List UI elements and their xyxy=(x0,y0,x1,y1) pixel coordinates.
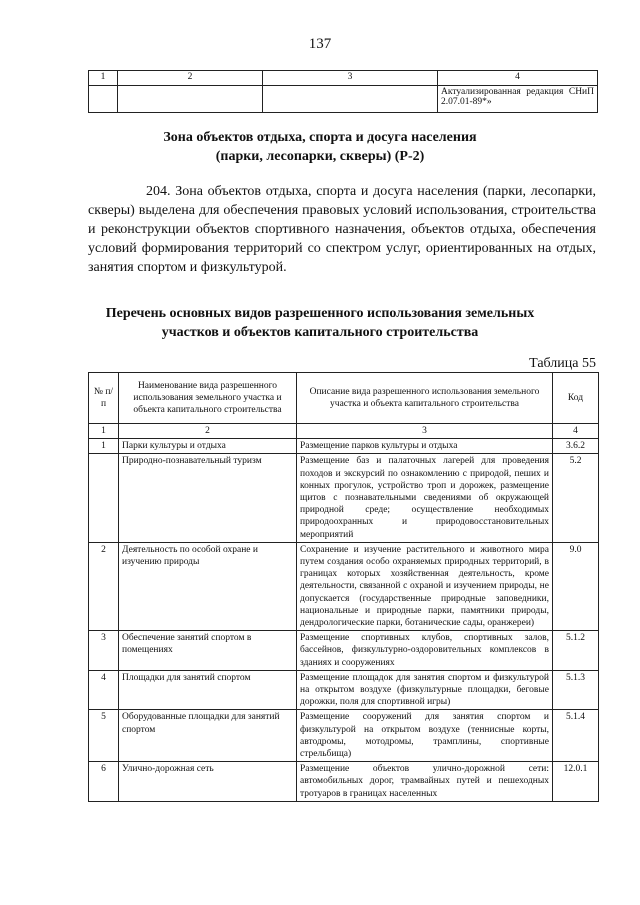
row-desc: Размещение площадок для занятия спортом и физкультурой на открытом воздухе (физкультурные площадки, беговые дорожки, поля для спортивной игры) xyxy=(297,670,553,710)
row-desc: Размещение баз и палаточных лагерей для проведения походов и экскурсий по ознакомлению с природой, пеших и конных прогулок, устройство троп и дорожек, размещение щитов с познавательными сведениями об окружающей природной среде; осуществление необходимых природоохранных и природовосстановительных мероприятий xyxy=(297,454,553,542)
continuation-table xyxy=(88,70,598,113)
table-caption: Таблица 55 xyxy=(529,356,596,371)
row-num: 3 xyxy=(89,631,119,671)
row-num: 1 xyxy=(89,439,119,454)
table-cell: 4 xyxy=(553,424,599,439)
header-code: Код xyxy=(553,373,599,424)
row-name: Обеспечение занятий спортом в помещениях xyxy=(119,631,297,671)
zone-paragraph xyxy=(88,182,596,277)
row-name: Оборудованные площадки для занятий спортом xyxy=(119,710,297,762)
row-num: 6 xyxy=(89,762,119,802)
row-desc: Размещение спортивных клубов, спортивных залов, бассейнов, физкультурно-оздоровительных комплексов в зданиях и сооружениях xyxy=(297,631,553,671)
list-heading-line: участков и объектов капитального строительства xyxy=(161,325,479,340)
row-code: 5.1.2 xyxy=(553,631,599,671)
table-cell: 1 xyxy=(89,71,118,86)
table-cell xyxy=(89,86,118,113)
table-cell xyxy=(118,86,263,113)
table-row xyxy=(89,542,599,630)
page-number: 137 xyxy=(308,36,332,52)
row-name: Деятельность по особой охране и изучению природы xyxy=(119,542,297,630)
row-name: Парки культуры и отдыха xyxy=(119,439,297,454)
table-cell: 1 xyxy=(89,424,119,439)
table-row xyxy=(89,762,599,802)
row-desc: Размещение сооружений для занятия спортом и физкультурой на открытом воздухе (теннисные корты, автодромы, мотодромы, трамплины, спортивные стрельбища) xyxy=(297,710,553,762)
row-name: Природно-познавательный туризм xyxy=(119,454,297,542)
table-cell xyxy=(263,86,438,113)
table-row xyxy=(89,454,599,542)
paragraph-text: объектов отдыха, спорта и досуга населения (парки, лесопарки, скверы) выделена для обеспечения правовых условий использования, строительства и реконструкции объектов спортивного назначения, объектов отдыха, обеспечения условий формирования территорий со спектром услуг, ориентированных на отдых, занятия спортом и физкультурой. xyxy=(88,184,596,275)
table-cell: 3 xyxy=(263,71,438,86)
row-num: 2 xyxy=(89,542,119,630)
column-number-row xyxy=(89,424,599,439)
table-row xyxy=(89,86,598,113)
zone-heading-line: Зона объектов отдыха, спорта и досуга населения xyxy=(163,130,477,145)
row-desc: Размещение объектов улично-дорожной сети: автомобильных дорог, трамвайных путей и пешеходных тротуаров в границах населенных xyxy=(297,762,553,802)
paragraph-number: 204. Зона xyxy=(146,184,203,199)
table-cell: Актуализированная редакция СНиП 2.07.01-89*» xyxy=(438,86,598,113)
row-code: 3.6.2 xyxy=(553,439,599,454)
row-desc: Размещение парков культуры и отдыха xyxy=(297,439,553,454)
row-name: Улично-дорожная сеть xyxy=(119,762,297,802)
list-heading xyxy=(60,304,580,342)
row-code: 9.0 xyxy=(553,542,599,630)
table-cell: 2 xyxy=(119,424,297,439)
row-code: 5.1.3 xyxy=(553,670,599,710)
table-row xyxy=(89,439,599,454)
table-header-row xyxy=(89,373,599,424)
table-cell: 4 xyxy=(438,71,598,86)
table-row xyxy=(89,710,599,762)
land-use-table xyxy=(88,372,599,802)
row-code: 5.1.4 xyxy=(553,710,599,762)
table-row xyxy=(89,631,599,671)
header-name: Наименование вида разрешенного использования земельного участка и объекта капитального строительства xyxy=(119,373,297,424)
table-header-row xyxy=(89,71,598,86)
row-num xyxy=(89,454,119,542)
zone-heading xyxy=(60,128,580,166)
row-code: 12.0.1 xyxy=(553,762,599,802)
row-num: 4 xyxy=(89,670,119,710)
row-num: 5 xyxy=(89,710,119,762)
row-code: 5.2 xyxy=(553,454,599,542)
table-cell: 3 xyxy=(297,424,553,439)
row-desc: Сохранение и изучение растительного и животного мира путем создания особо охраняемых природных территорий, в границах которых хозяйственная деятельность, кроме деятельности, связанной с охраной и изучением природы, не допускается (государственные природные заповедники, национальные и природные парки, памятники природы, дендрологические парки, ботанические сады, оранжереи) xyxy=(297,542,553,630)
row-name: Площадки для занятий спортом xyxy=(119,670,297,710)
list-heading-line: Перечень основных видов разрешенного использования земельных xyxy=(105,306,535,321)
zone-heading-line: (парки, лесопарки, скверы) (Р-2) xyxy=(215,149,425,164)
table-cell: 2 xyxy=(118,71,263,86)
header-num: № п/п xyxy=(89,373,119,424)
header-desc: Описание вида разрешенного использования земельного участка и объекта капитального строительства xyxy=(297,373,553,424)
table-row xyxy=(89,670,599,710)
